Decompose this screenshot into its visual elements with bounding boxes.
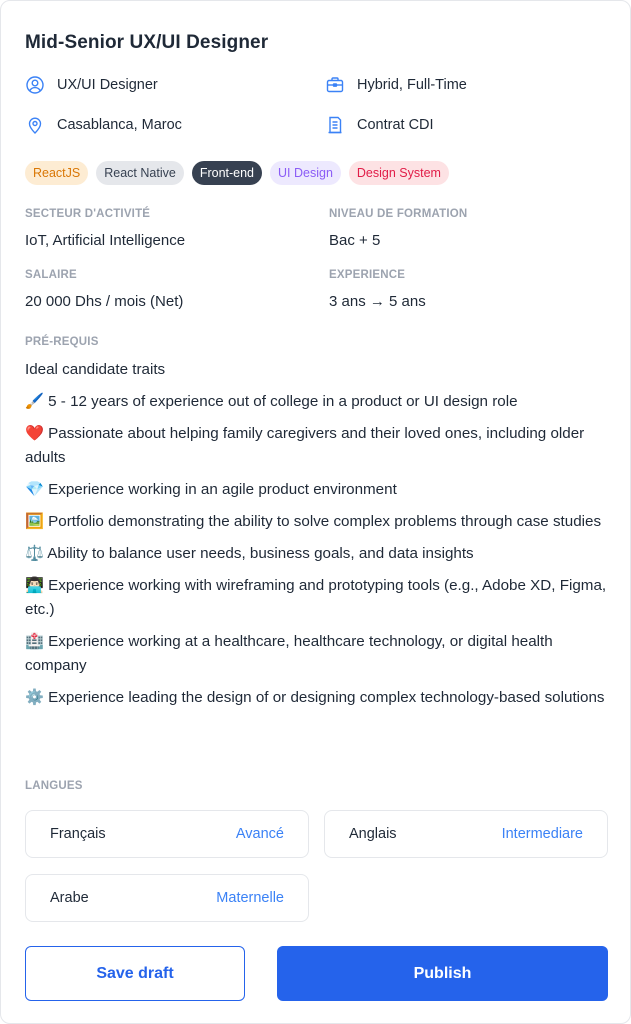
language-level: Intermediare: [501, 826, 583, 842]
tag-design-system: Design System: [349, 161, 449, 185]
prereq-line: Ideal candidate traits: [25, 361, 166, 378]
prerequisites-list: [25, 358, 610, 718]
user-circle-icon: [25, 75, 45, 95]
language-level: Avancé: [235, 826, 284, 842]
meta-location: [25, 114, 182, 136]
prereq-line: ⚖️ Ability to balance user needs, business goals, and data insights: [25, 545, 474, 562]
job-title: Mid-Senior UX/UI Designer: [25, 32, 269, 53]
language-name: Arabe: [50, 890, 89, 906]
prereq-line: 🏥 Experience working at a healthcare, healthcare technology, or digital health company: [25, 633, 553, 674]
language-item-anglais: [324, 810, 608, 858]
salary-value: 20 000 Dhs / mois (Net): [25, 293, 184, 310]
meta-work-mode: [325, 74, 467, 96]
sector-value: IoT, Artificial Intelligence: [25, 232, 186, 249]
prereq-line: 🖼️ Portfolio demonstrating the ability to solve complex problems through case studies: [25, 513, 602, 530]
language-name: Anglais: [349, 826, 397, 842]
language-item-francais: [25, 810, 309, 858]
prerequisites-label: PRÉ-REQUIS: [25, 336, 99, 348]
tag-ui-design: UI Design: [270, 161, 341, 185]
save-draft-button[interactable]: Save draft: [25, 946, 245, 1001]
education-label: NIVEAU DE FORMATION: [329, 208, 468, 220]
tag-reactjs: ReactJS: [25, 161, 88, 185]
tag-react-native: React Native: [96, 161, 184, 185]
publish-button[interactable]: Publish: [277, 946, 608, 1001]
prereq-line: 🖌️ 5 - 12 years of experience out of college in a product or UI design role: [25, 393, 518, 410]
experience-value: 3 ans → 5 ans: [329, 293, 426, 310]
sector-label: SECTEUR D'ACTIVITÉ: [25, 208, 151, 220]
language-name: Français: [50, 826, 106, 842]
map-pin-icon: [25, 115, 45, 135]
experience-label: EXPERIENCE: [329, 269, 406, 281]
skill-tags: [25, 161, 449, 185]
meta-location-text: Casablanca, Maroc: [57, 117, 182, 133]
prereq-line: 👨🏻‍💻 Experience working with wireframing and prototyping tools (e.g., Adobe XD, Figma, etc.): [25, 577, 607, 618]
meta-work-mode-text: Hybrid, Full-Time: [357, 77, 467, 93]
prereq-line: ❤️ Passionate about helping family caregivers and their loved ones, including older adults: [25, 425, 585, 466]
meta-role-text: UX/UI Designer: [57, 77, 158, 93]
education-value: Bac + 5: [329, 232, 381, 249]
meta-role: [25, 74, 158, 96]
tag-front-end: Front-end: [192, 161, 262, 185]
salary-label: SALAIRE: [25, 269, 77, 281]
languages-label: LANGUES: [25, 780, 83, 792]
meta-contract: [325, 114, 434, 136]
prereq-line: ⚙️ Experience leading the design of or designing complex technology-based solutions: [25, 689, 605, 706]
language-item-arabe: [25, 874, 309, 922]
prereq-line: 💎 Experience working in an agile product environment: [25, 481, 397, 498]
briefcase-icon: [325, 75, 345, 95]
language-level: Maternelle: [216, 890, 284, 906]
document-icon: [325, 115, 345, 135]
meta-contract-text: Contrat CDI: [357, 117, 434, 133]
